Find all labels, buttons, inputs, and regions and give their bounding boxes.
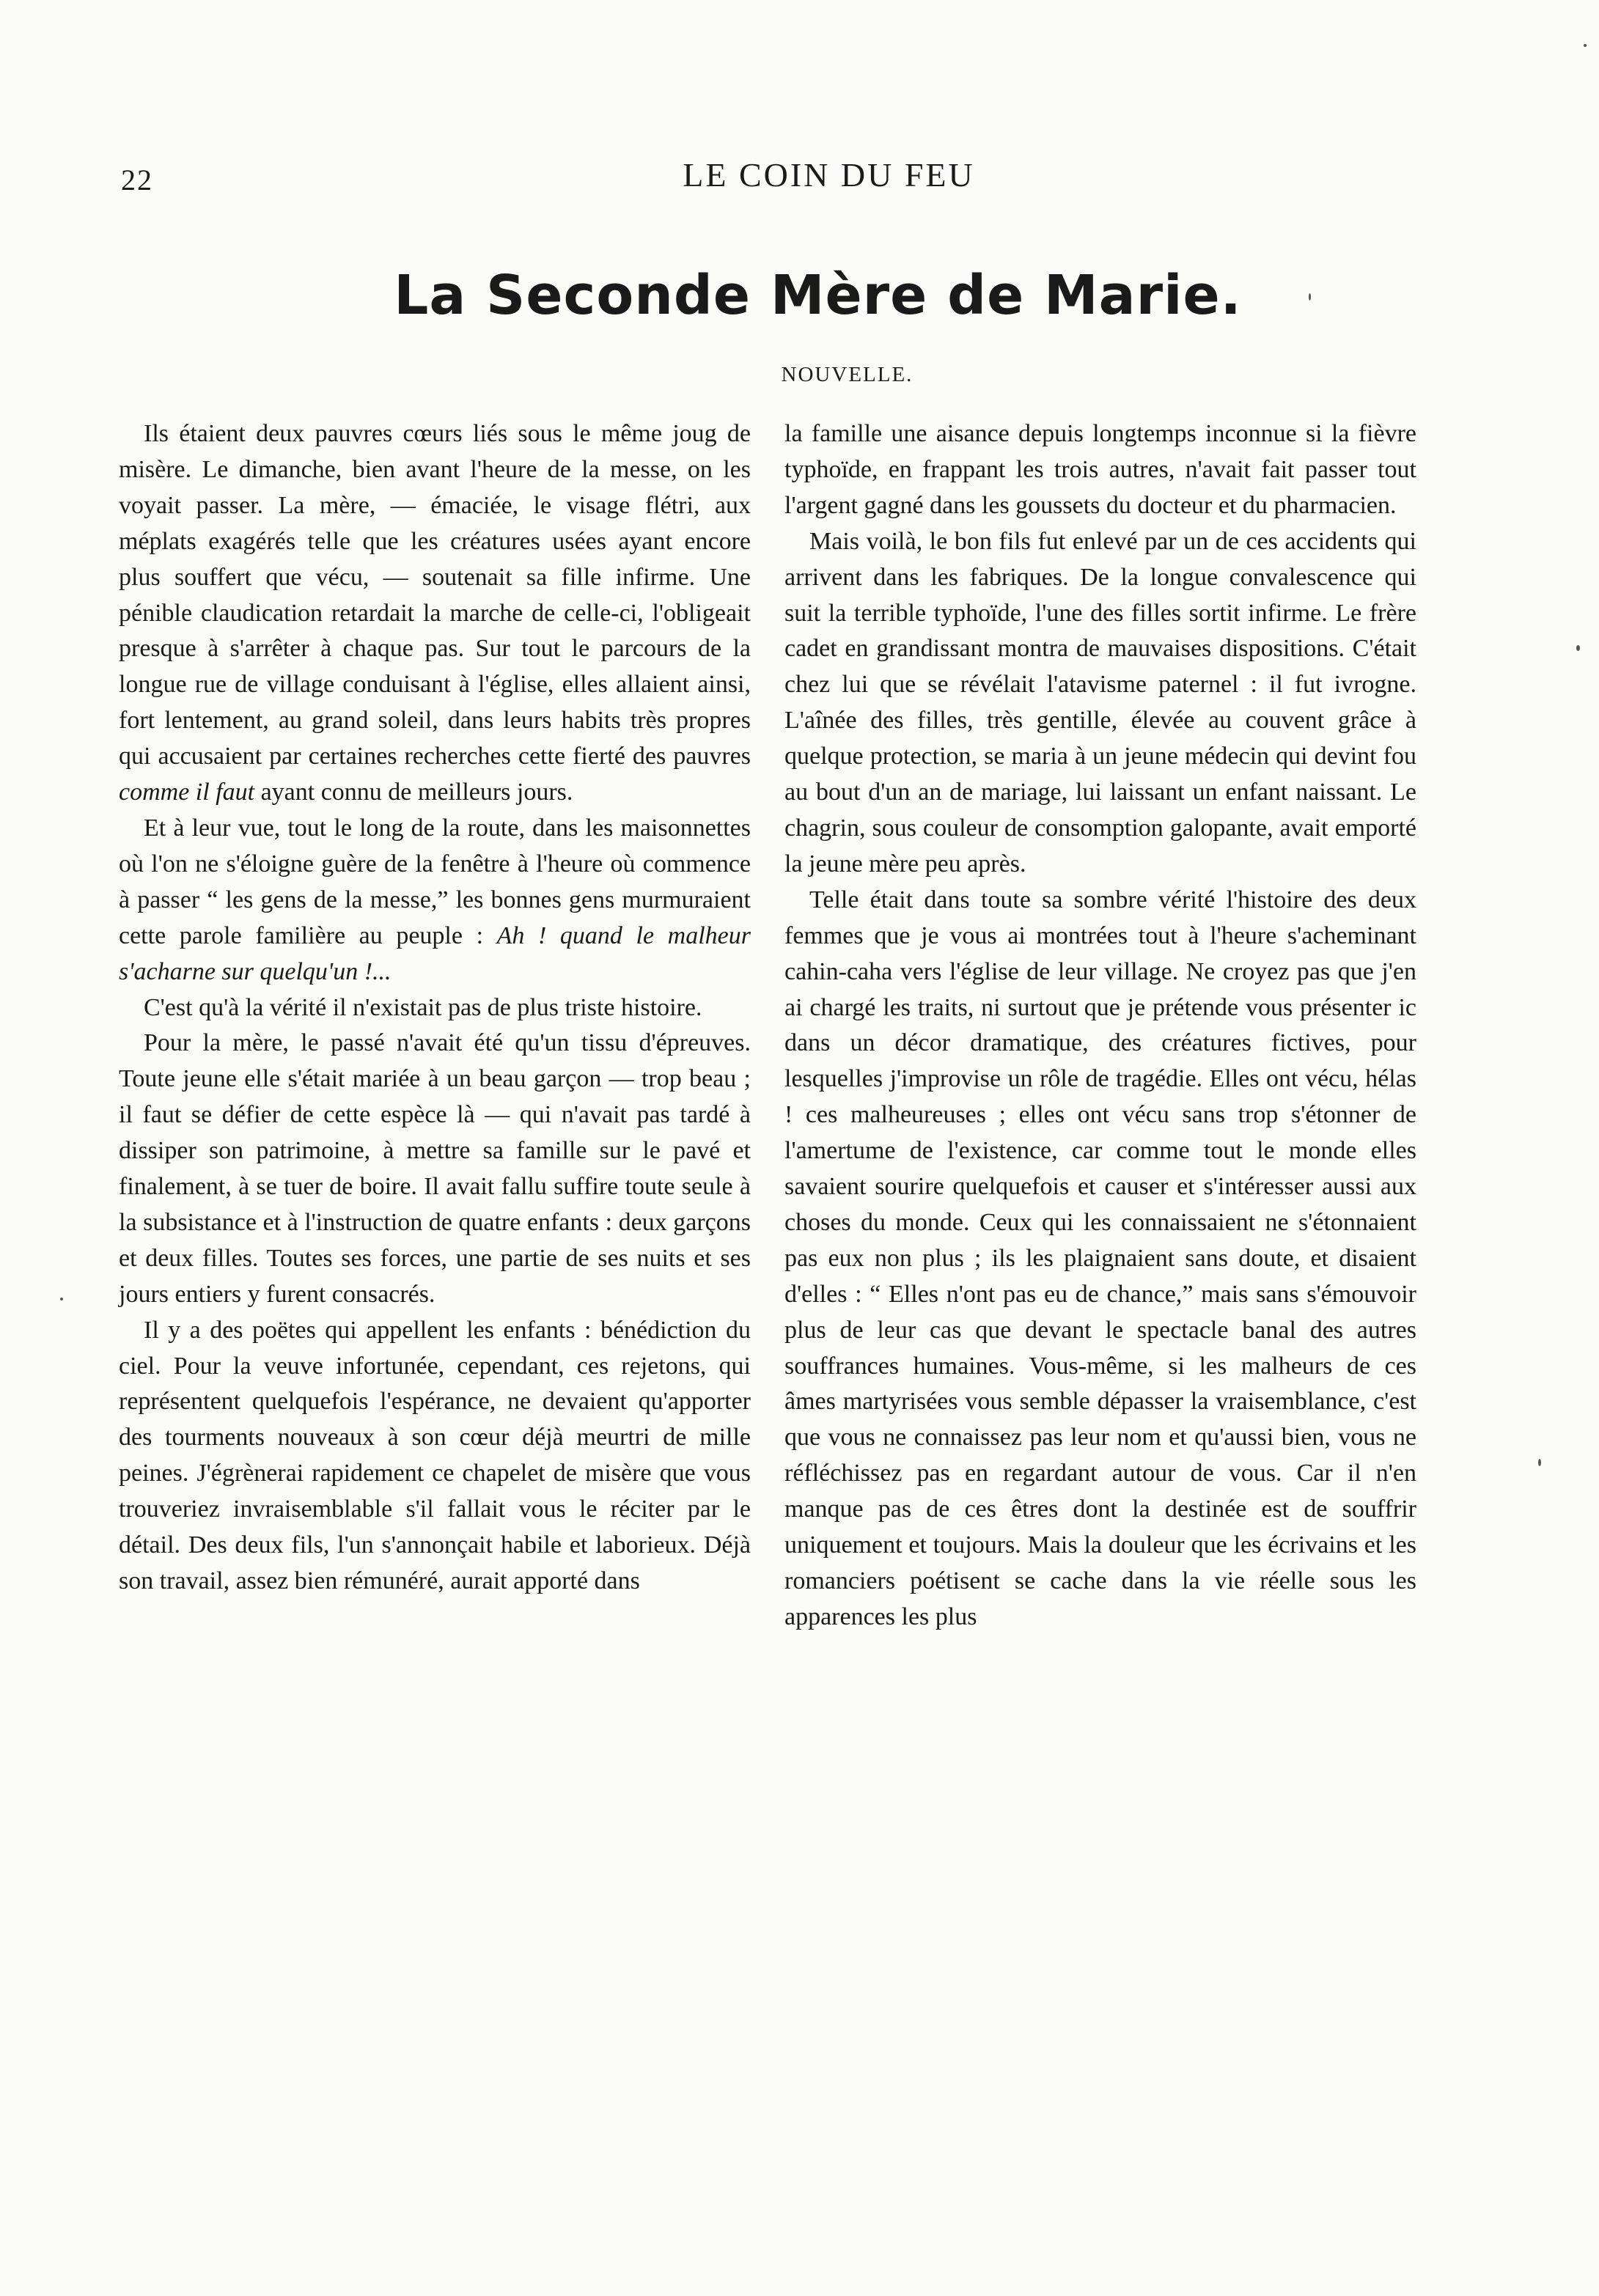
running-title: LE COIN DU FEU bbox=[683, 156, 975, 194]
italic-phrase: comme il faut bbox=[119, 779, 255, 806]
paragraph: Il y a des poëtes qui appellent les enfants : bénédiction du ciel. Pour la veuve infortunée, cependant, ces rejetons, qui représentent quelquefois l'espérance, ne devaient qu'apporter des tourments nouveaux à son cœur déjà meurtri de mille peines. J'égrènerai rapidement ce chapelet de misère que vous trouveriez invraisemblable s'il fallait vous le réciter par le détail. Des deux fils, l'un s'annonçait habile et laborieux. Déjà son travail, assez bien rémunéré, aurait apporté dans bbox=[119, 1316, 751, 1594]
left-column bbox=[119, 416, 751, 1600]
article-title: La Seconde Mère de Marie. bbox=[394, 264, 1242, 327]
print-speck bbox=[1576, 645, 1580, 651]
paragraph: Mais voilà, le bon fils fut enlevé par un de ces accidents qui arrivent dans les fabriques. De la longue convalescence qui suit la terrible typhoïde, l'une des filles sortit infirme. Le frère cadet en grandissant montra de mauvaises dispositions. C'était chez lui que se révélait l'atavisme paternel : il fut ivrogne. L'aînée des filles, très gentille, élevée au couvent grâce à quelque protection, se maria à un jeune médecin qui devint fou au bout d'un an de mariage, lui laissant un enfant naissant. Le chagrin, sous couleur de consomption galopante, avait emporté la jeune mère peu après. bbox=[784, 527, 1416, 877]
article-subtitle: NOUVELLE. bbox=[781, 363, 914, 386]
paragraph-text: Ils étaient deux pauvres cœurs liés sous le même joug de misère. Le dimanche, bien avant l'heure de la messe, on les voyait passer. La mère, — émaciée, le visage flétri, aux méplats exagérés telle que les créatures usées ayant encore plus souffert que vécu, — soutenait sa fille infirme. Une pénible claudication retardait la marche de celle-ci, l'obligeait presque à s'arrêter à chaque pas. Sur tout le parcours de la longue rue de village conduisant à l'église, elles allaient ainsi, fort lentement, au grand soleil, dans leurs habits très propres qui accusaient par certaines recherches cette fierté des pauvres bbox=[119, 420, 751, 770]
paragraph: C'est qu'à la vérité il n'existait pas de plus triste histoire. bbox=[144, 993, 702, 1021]
right-column bbox=[784, 416, 1416, 1635]
print-speck bbox=[1309, 293, 1311, 301]
italic-phrase: Ah ! quand le malheur s'acharne sur quelqu'un !... bbox=[119, 921, 751, 985]
print-speck bbox=[1584, 44, 1587, 47]
page-number: 22 bbox=[121, 163, 153, 196]
paragraph-text: Et à leur vue, tout le long de la route, dans les maisonnettes où l'on ne s'éloigne guère de la fenêtre à l'heure où commence à passer “ les gens de la messe,” les bonnes gens murmuraient cette parole familière au peuple : bbox=[119, 814, 751, 949]
paragraph: la famille une aisance depuis longtemps inconnue si la fièvre typhoïde, en frappant les trois autres, n'avait fait passer tout l'argent gagné dans les goussets du docteur et du pharmacien. bbox=[784, 420, 1416, 519]
paragraph: Telle était dans toute sa sombre vérité l'histoire des deux femmes que je vous ai montrées tout à l'heure s'acheminant cahin-caha vers l'église de leur village. Ne croyez pas que j'en ai chargé les traits, ni surtout que je prétende vous présenter ic dans un décor dramatique, des créatures fictives, pour lesquelles j'improvise un rôle de tragédie. Elles ont vécu, hélas ! ces malheureuses ; elles ont vécu sans trop s'étonner de l'amertume de l'existence, car comme tout le monde elles savaient sourire quelquefois et causer et s'intéresser aussi aux choses du monde. Ceux qui les connaissaient ne s'étonnaient pas eux non plus ; ils les plaignaient sans doute, et disaient d'elles : “ Elles n'ont pas eu de chance,” mais sans s'émouvoir plus de leur cas que devant le spectacle banal des autres souffrances humaines. Vous-même, si les malheurs de ces âmes martyrisées vous semble dépasser la vraisemblance, c'est que vous ne connaissez pas leur nom et qu'aussi bien, vous ne réfléchissez pas en regardant autour de vous. Car il n'en manque pas de ces êtres dont la destinée est de souffrir uniquement et toujours. Mais la douleur que les écrivains et les romanciers poétisent se cache dans la vie réelle sous les apparences les plus bbox=[784, 886, 1416, 1630]
print-speck bbox=[1538, 1459, 1541, 1466]
print-speck bbox=[60, 1298, 63, 1300]
paragraph bbox=[119, 416, 751, 811]
paragraph: Pour la mère, le passé n'avait été qu'un tissu d'épreuves. Toute jeune elle s'était mariée à un beau garçon — trop beau ; il faut se défier de cette espèce là — qui n'avait pas tardé à dissiper son patrimoine, à mettre sa famille sur le pavé et finalement, à se tuer de boire. Il avait fallu suffire toute seule à la subsistance et à l'instruction de quatre enfants : deux garçons et deux filles. Toutes ses forces, une partie de ses nuits et ses jours entiers y furent consacrés. bbox=[119, 1029, 751, 1308]
paragraph bbox=[119, 811, 751, 990]
paragraph-text: ayant connu de meilleurs jours. bbox=[260, 779, 573, 806]
